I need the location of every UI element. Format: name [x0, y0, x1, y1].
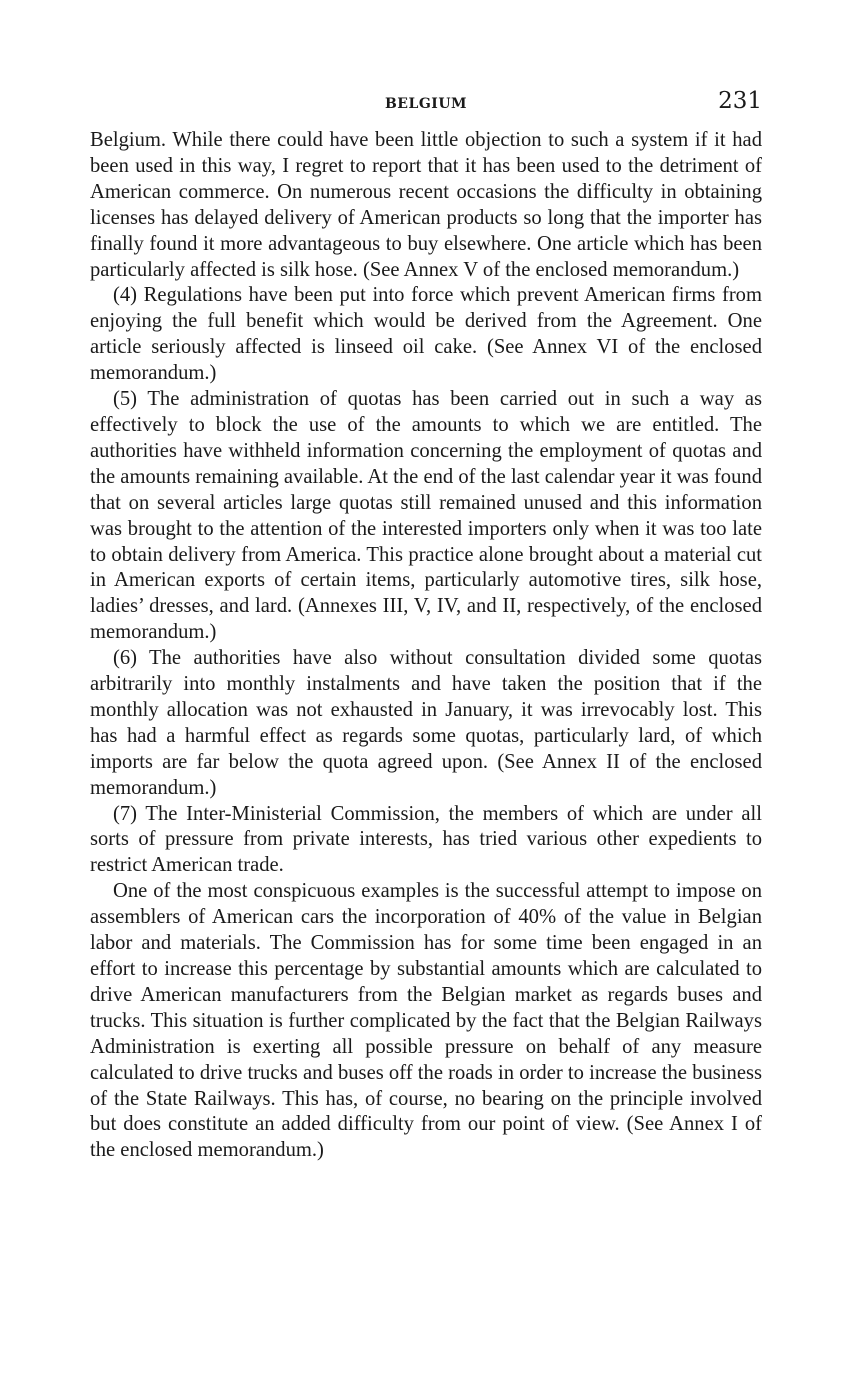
paragraph-item-5: (5) The administration of quotas has been carried out in such a way as effectively to block the use of the amounts to which we are entitled. The authorities have withheld information concerning the employment of quotas and the amounts remaining available. At the end of the last calendar year it was found that on several articles large quotas still remained unused and this information was brought to the attention of the interested importers only when it was too late to obtain delivery from America. This practice alone brought about a material cut in American exports of certain items, particularly automotive tires, silk hose, ladies’ dresses, and lard. (Annexes III, V, IV, and II, respectively, of the enclosed memorandum.) — [90, 388, 762, 644]
paragraph-item-7: (7) The Inter-Ministerial Commission, the members of which are under all sorts of pressure from private interests, has tried various other expedients to restrict American trade. — [90, 802, 762, 877]
running-head: BELGIUM — [384, 96, 468, 112]
paragraph-continuation: Belgium. While there could have been little objection to such a system if it had been used in this way, I regret to report that it has been used to the detriment of American commerce. On numerous recent occasions the difficulty in obtaining licenses has delayed delivery of American products so long that the importer has finally found it more advantageous to buy elsewhere. One article which has been particularly affected is silk hose. (See Annex V of the enclosed memorandum.) — [90, 129, 762, 281]
page-header — [90, 88, 762, 128]
paragraph-item-6: (6) The authorities have also without consultation divided some quotas arbitrarily into monthly instalments and have taken the position that if the monthly allocation was not exhausted in January, it was irrevocably lost. This has had a harmful effect as regards some quotas, particularly lard, of which imports are far below the quota agreed upon. (See Annex II of the enclosed memorandum.) — [90, 647, 762, 799]
paragraph-cars-example: One of the most conspicuous examples is the successful attempt to impose on assemblers of American cars the incorporation of 40% of the value in Belgian labor and materials. The Commission has for some time been engaged in an effort to increase this percentage by substantial amounts which are calculated to drive American manufacturers from the Belgian market as regards buses and trucks. This situation is further complicated by the fact that the Belgian Railways Administration is exerting all possible pressure on behalf of any measure calculated to drive trucks and buses off the roads in order to increase the business of the State Railways. This has, of course, no bearing on the principle involved but does constitute an added difficulty from our point of view. (See Annex I of the enclosed memorandum.) — [90, 880, 762, 1162]
body-text — [90, 128, 762, 1164]
page-number: 231 — [718, 88, 762, 114]
paragraph-item-4: (4) Regulations have been put into force which prevent American firms from enjoying the full benefit which would be derived from the Agreement. One article seriously affected is linseed oil cake. (See Annex VI of the enclosed memorandum.) — [90, 284, 762, 385]
document-page — [90, 88, 762, 1164]
